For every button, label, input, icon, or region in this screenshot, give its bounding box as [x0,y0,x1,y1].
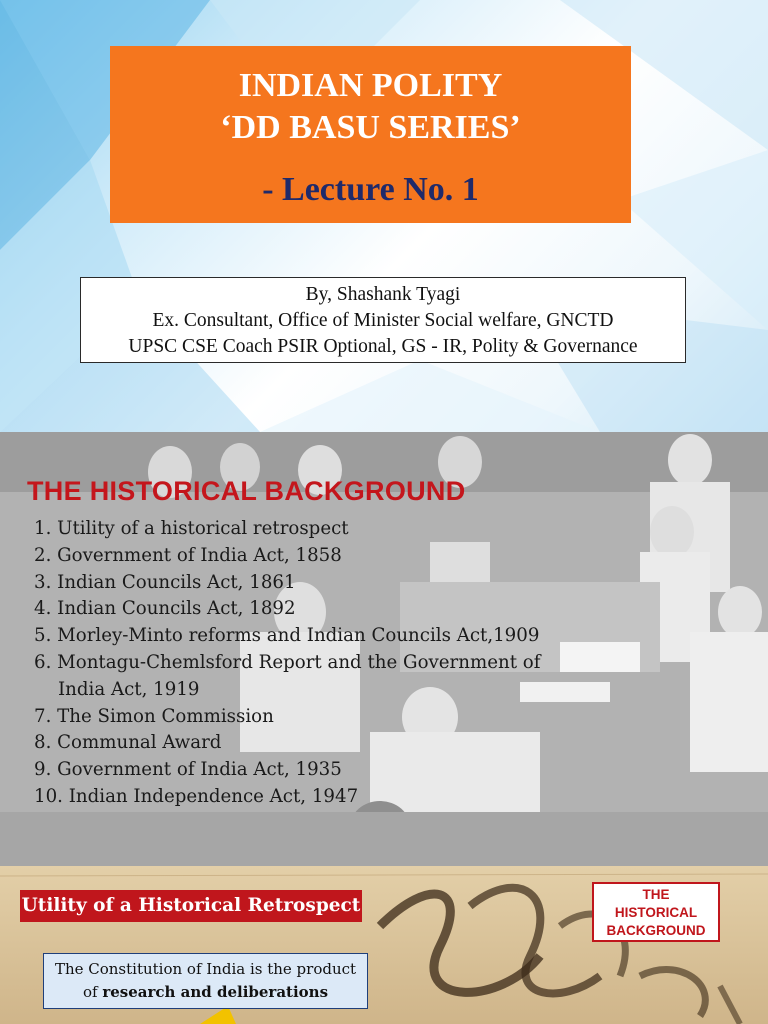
list-item: 3. Indian Councils Act, 1861 [34,571,296,593]
title-slide [0,0,768,432]
product-text-line-1: The Constitution of India is the product [54,960,357,978]
author-role: Ex. Consultant, Office of Minister Social welfare, GNCTD [152,310,614,331]
list-item: 4. Indian Councils Act, 1892 [34,598,296,620]
list-item: 7. The Simon Commission [34,705,274,727]
historical-background-slide [0,432,768,866]
title-box [110,46,631,223]
list-item: 5. Morley-Minto reforms and Indian Councils Act,1909 [34,625,540,647]
product-text-line-2 [44,981,367,1004]
lecture-number: - Lecture No. 1 [262,171,479,208]
list-item: 9. Government of India Act, 1935 [34,759,342,781]
author-box [80,277,686,363]
slide-heading: THE HISTORICAL BACKGROUND [27,476,466,506]
list-item: 8. Communal Award [34,732,222,754]
list-item: 6. Montagu-Chemlsford Report and the Government of India Act, 1919 [34,651,541,700]
badge-line: BACKGROUND [606,923,706,938]
product-text-emphasis: research and deliberations [102,983,329,1001]
title-line-1: INDIAN POLITY [238,67,503,104]
badge-line: HISTORICAL [614,905,698,920]
title-line-2: ‘DD BASU SERIES’ [220,109,521,146]
section-banner: Utility of a Historical Retrospect [20,890,362,922]
author-coaching: UPSC CSE Coach PSIR Optional, GS - IR, Polity & Governance [128,336,638,357]
retrospect-slide [0,866,768,1024]
product-text-prefix: of [82,983,103,1001]
list-item: 10. Indian Independence Act, 1947 [34,785,359,807]
constitution-product-box [43,953,368,1009]
author-name: By, Shashank Tyagi [305,284,461,305]
topics-list [34,516,578,811]
list-item: 1. Utility of a historical retrospect [34,518,349,539]
historical-background-badge [592,882,720,942]
badge-line: THE [642,887,670,902]
list-item: 2. Government of India Act, 1858 [34,544,342,566]
